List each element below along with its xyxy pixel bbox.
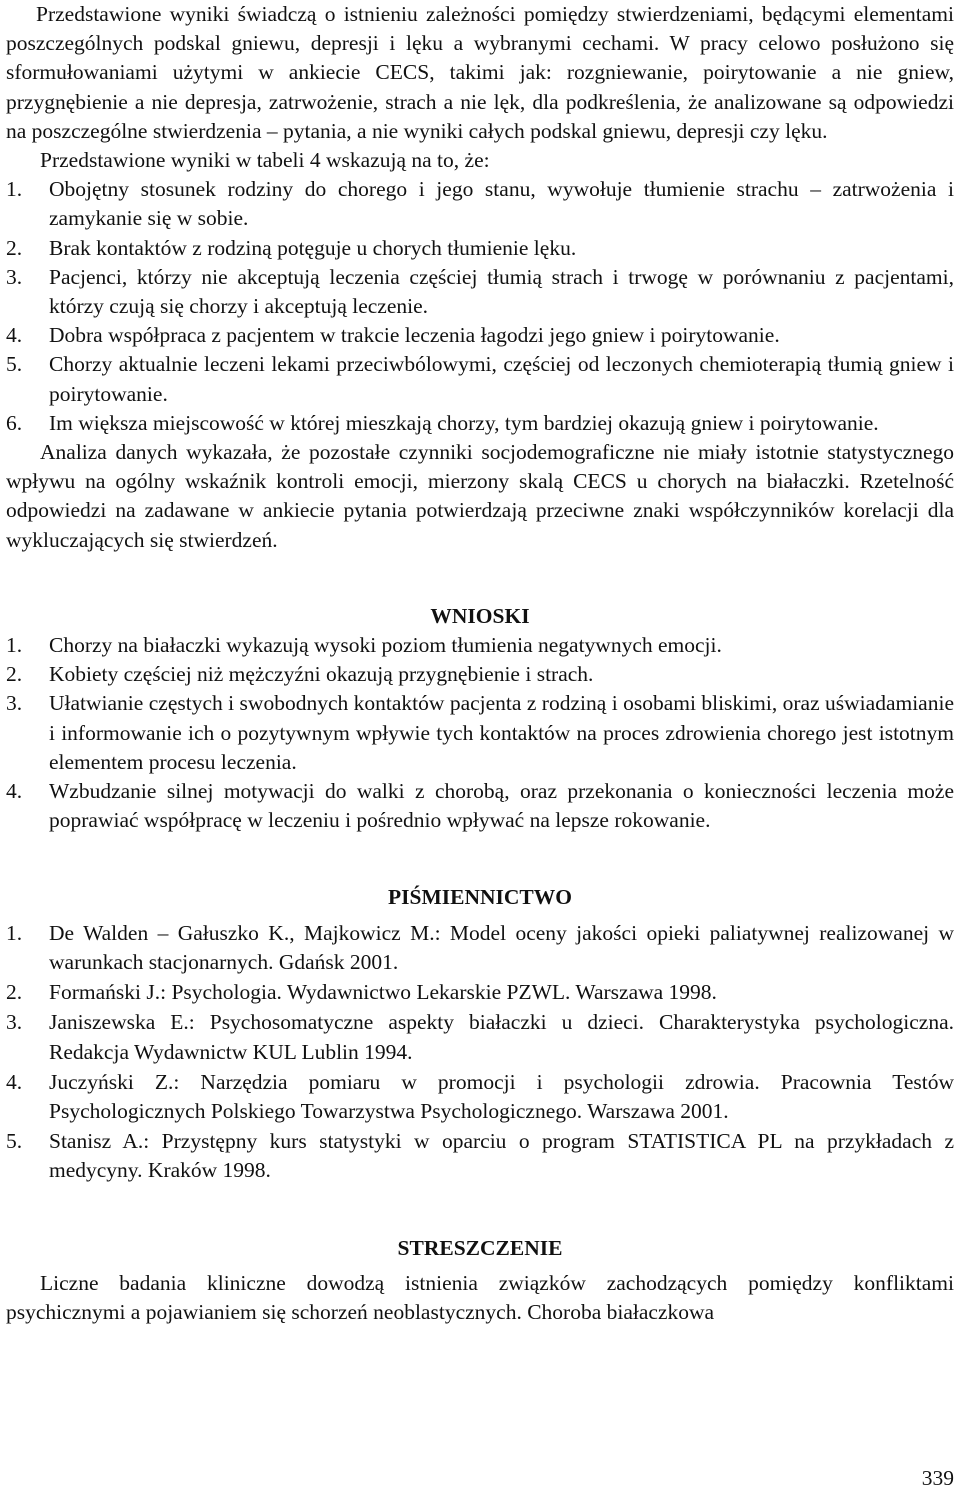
list-item [6,1068,954,1126]
list-item [6,175,954,233]
intro-paragraph: Przedstawione wyniki świadczą o istnieniu zależności pomiędzy stwierdzeniami, będącymi elementami poszczególnych podskal gniewu, depresji i lęku a wybranymi cechami. W pracy celowo posłużono się sformułowaniami użytymi w ankiecie CECS, takimi jak: rozgniewanie, poirytowanie a nie gniew, przygnębienie a nie depresja, zatrwożenie, strach a nie lęk, dla podkreślenia, że analizowane są odpowiedzi na poszczególne stwierdzenia – pytania, a nie wyniki całych podskal gniewu, depresji czy lęku. [6,2,954,143]
list-item [6,350,954,408]
list-number: 2. [6,662,23,687]
list-text: Wzbudzanie silnej motywacji do walki z chorobą, oraz przekonania o konieczności leczenia może poprawiać współpracę w leczeniu i pośrednio wpływać na lepsze rokowanie. [49,779,954,833]
list-item [6,321,954,350]
list-text: Dobra współpraca z pacjentem w trakcie leczenia łagodzi jego gniew i poirytowanie. [49,323,780,348]
list-number: 1. [6,633,23,658]
list-item [6,409,954,438]
list-number: 1. [6,920,23,945]
list-number: 4. [6,779,23,804]
conclusions-heading: WNIOSKI [430,603,530,628]
references-heading: PIŚMIENNICTWO [388,885,572,910]
list-number: 3. [6,1010,23,1035]
list-item [6,689,954,777]
list-text: Chorzy aktualnie leczeni lekami przeciwbólowymi, częściej od leczonych chemioterapią tłumią gniew i poirytowanie. [49,352,954,406]
list-text: Pacjenci, którzy nie akceptują leczenia częściej tłumią strach i trwogę w porównaniu z pacjentami, którzy czują się chorzy i akceptują leczenie. [49,264,954,319]
list-number: 6. [6,410,23,435]
list-item [6,919,954,977]
intro-lead: Przedstawione wyniki w tabeli 4 wskazują na to, że: [40,148,490,173]
list-text: Im większa miejscowość w której mieszkają chorzy, tym bardziej okazują gniew i poirytowanie. [49,410,879,435]
list-text: Obojętny stosunek rodziny do chorego i jego stanu, wywołuje tłumienie strachu – zatrwożenia i zamykanie się w sobie. [49,177,954,231]
list-text: Chorzy na białaczki wykazują wysoki poziom tłumienia negatywnych emocji. [49,633,722,658]
list-number: 4. [6,1069,23,1094]
list-text: Stanisz A.: Przystępny kurs statystyki w oparciu o program STATISTICA PL na przykładach z medycyny. Kraków 1998. [49,1129,954,1183]
list-number: 2. [6,235,23,260]
list-item [6,777,954,835]
list-number: 5. [6,352,23,377]
list-item [6,978,954,1007]
list-text: De Walden – Gałuszko K., Majkowicz M.: Model oceny jakości opieki paliatywnej realizowanej w warunkach stacjonarnych. Gdańsk 2001. [49,920,954,974]
page-number: 339 [921,1466,954,1490]
list-number: 4. [6,323,23,348]
list-item [6,263,954,321]
list-text: Juczyński Z.: Narzędzia pomiaru w promocji i psychologii zdrowia. Pracownia Testów Psychologicznych Polskiego Towarzystwa Psychologicznego. Warszawa 2001. [49,1069,954,1123]
list-item [6,1127,954,1185]
list-text: Brak kontaktów z rodziną potęguje u chorych tłumienie lęku. [49,235,577,260]
summary-heading: STRESZCZENIE [397,1235,563,1260]
list-item [6,631,954,660]
list-number: 1. [6,177,23,202]
list-item [6,660,954,689]
references-list [6,919,954,1186]
list-number: 5. [6,1129,23,1154]
list-item [6,234,954,263]
analysis-paragraph: Analiza danych wykazała, że pozostałe czynniki socjodemograficzne nie miały istotnie statystycznego wpływu na ogólny wskaźnik kontroli emocji, mierzony skalą CECS u chorych na białaczki. Rzetelność odpowiedzi na zadawane w ankiecie pytania potwierdzają przeciwne znaki współczynników korelacji dla wykluczających się stwierdzeń. [6,440,954,552]
list-text: Janiszewska E.: Psychosomatyczne aspekty białaczki u dzieci. Charakterystyka psychologiczna. Redakcja Wydawnictw KUL Lublin 1994. [49,1010,954,1064]
list-number: 2. [6,980,23,1005]
list-item [6,1008,954,1066]
summary-paragraph: Liczne badania kliniczne dowodzą istnienia związków zachodzących pomiędzy konfliktami psychicznymi a pojawianiem się schorzeń neoblastycznych. Choroba białaczkowa [6,1270,954,1324]
list-text: Formański J.: Psychologia. Wydawnictwo Lekarskie PZWL. Warszawa 1998. [49,980,717,1005]
findings-list [6,175,954,438]
list-text: Kobiety częściej niż mężczyźni okazują przygnębienie i strach. [49,662,594,687]
conclusions-list [6,631,954,835]
list-number: 3. [6,691,23,716]
list-number: 3. [6,264,23,289]
list-text: Ułatwianie częstych i swobodnych kontaktów pacjenta z rodziną i osobami bliskimi, oraz uświadamianie i informowanie ich o pozytywnym wpływie tych kontaktów na proces zdrowienia chorego jest istotnym elementem procesu leczenia. [49,691,954,774]
